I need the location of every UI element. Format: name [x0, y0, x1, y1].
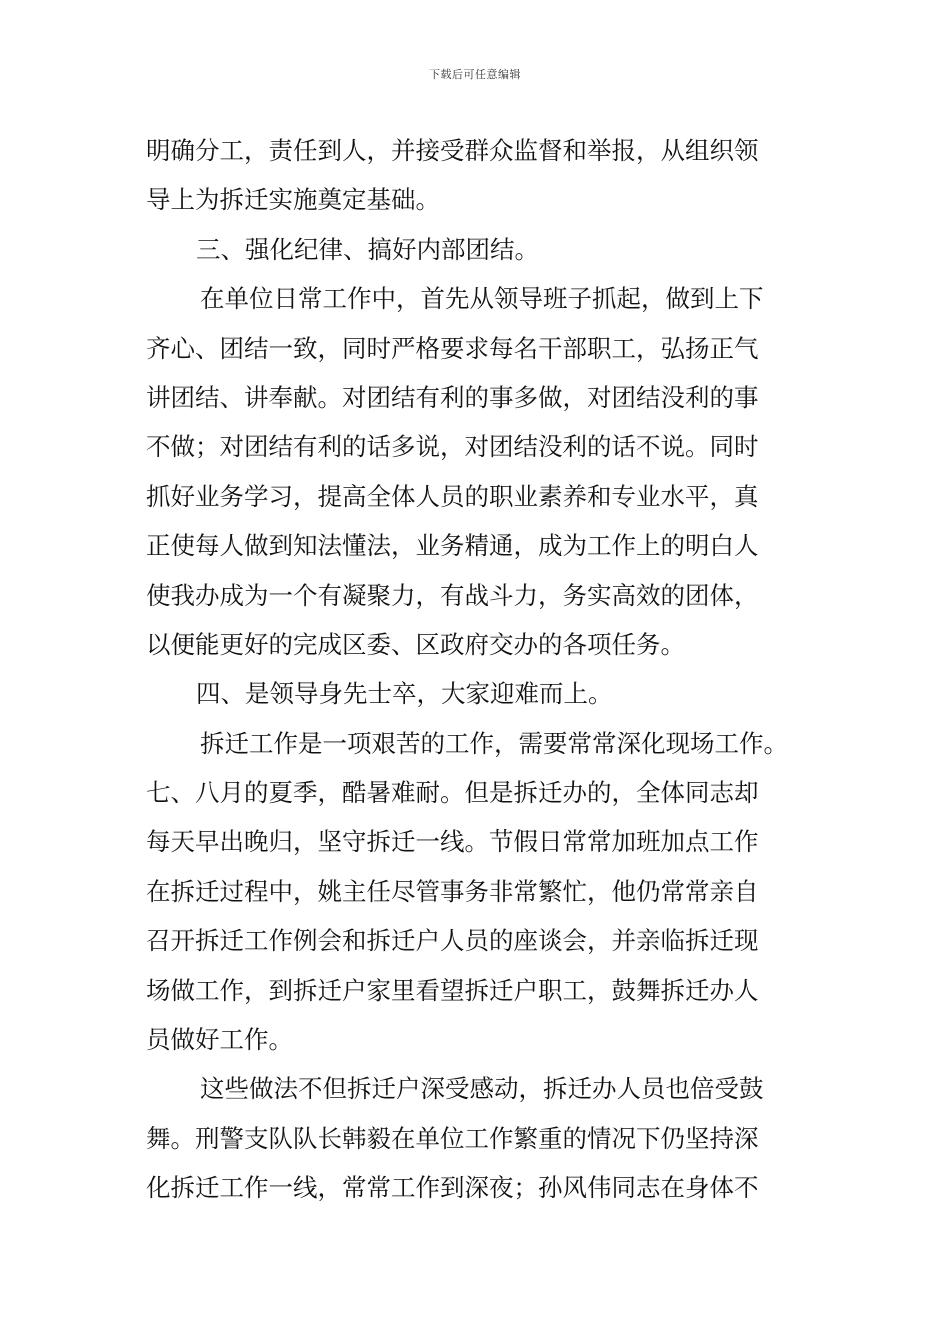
body-line: 员做好工作。: [146, 1025, 293, 1055]
body-line: 舞。刑警支队队长韩毅在单位工作繁重的情况下仍坚持深: [146, 1123, 759, 1153]
body-line: 场做工作，到拆迁户家里看望拆迁户职工，鼓舞拆迁办人: [146, 975, 759, 1005]
body-line: 明确分工，责任到人，并接受群众监督和举报，从组织领: [146, 136, 759, 165]
page-header: 下载后可任意编辑: [429, 68, 521, 81]
body-line: 讲团结、讲奉献。对团结有利的事多做，对团结没利的事: [146, 382, 759, 412]
body-line: 以便能更好的完成区委、区政府交办的各项任务。: [146, 629, 685, 659]
paragraph-first-line: 这些做法不但拆迁户深受感动，拆迁办人员也倍受鼓: [200, 1074, 764, 1104]
section-heading: 四、是领导身先士卒，大家迎难而上。: [196, 679, 613, 709]
paragraph-first-line: 拆迁工作是一项艰苦的工作，需要常常深化现场工作。: [200, 728, 788, 758]
body-line: 正使每人做到知法懂法，业务精通，成为工作上的明白人: [146, 531, 759, 561]
body-line: 齐心、团结一致，同时严格要求每名干部职工，弘扬正气: [146, 333, 759, 363]
body-line: 不做；对团结有利的话多说，对团结没利的话不说。同时: [146, 432, 759, 462]
body-line: 抓好业务学习，提高全体人员的职业素养和专业水平，真: [146, 481, 759, 511]
document-body: [146, 126, 846, 1213]
body-line: 使我办成为一个有凝聚力，有战斗力，务实高效的团体，: [146, 580, 759, 610]
body-line: 在拆迁过程中，姚主任尽管事务非常繁忙，他仍常常亲自: [146, 876, 759, 906]
body-line: 召开拆迁工作例会和拆迁户人员的座谈会，并亲临拆迁现: [146, 926, 759, 956]
body-line: 七、八月的夏季，酷暑难耐。但是拆迁办的，全体同志却: [146, 778, 759, 808]
body-line: 导上为拆迁实施奠定基础。: [146, 185, 440, 215]
body-line: 化拆迁工作一线，常常工作到深夜；孙风伟同志在身体不: [146, 1173, 759, 1203]
body-line: 每天早出晚归，坚守拆迁一线。节假日常常加班加点工作: [146, 827, 759, 857]
section-heading: 三、强化纪律、搞好内部团结。: [196, 234, 539, 264]
paragraph-first-line: 在单位日常工作中，首先从领导班子抓起，做到上下: [200, 284, 764, 314]
